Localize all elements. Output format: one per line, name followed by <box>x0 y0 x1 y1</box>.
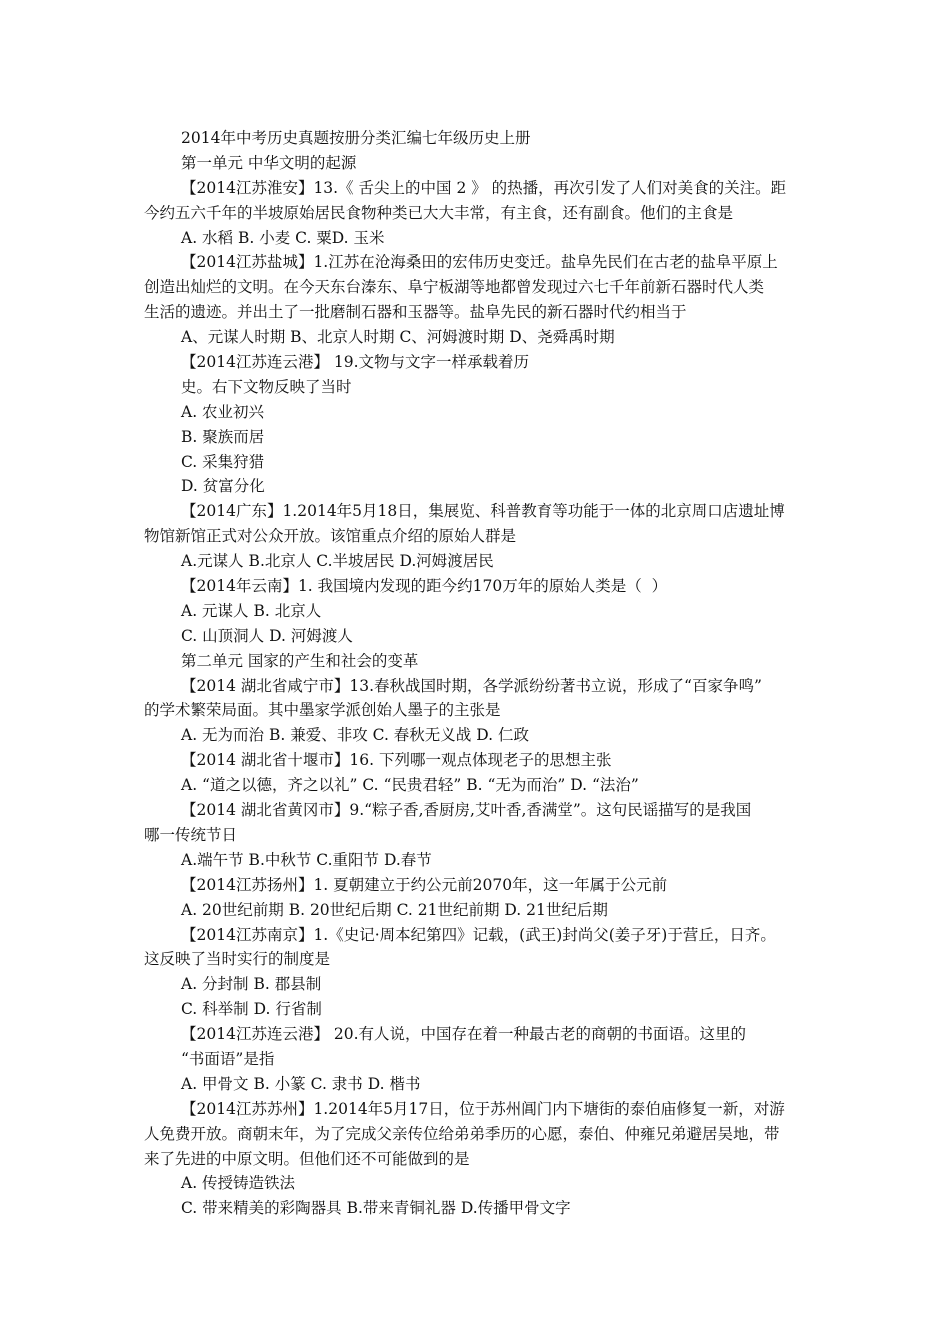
document-title: 2014年中考历史真题按册分类汇编七年级历史上册 <box>181 129 531 147</box>
answer-options: A. 甲骨文 B. 小篆 C. 隶书 D. 楷书 <box>181 1074 421 1093</box>
answer-options: A. “道之以德，齐之以礼” C. “民贵君轻” B. “无为而治” D. “法治” <box>181 776 639 795</box>
question-text: 【2014年云南】1. 我国境内发现的距今约170万年的原始人类是（ ） <box>181 577 668 596</box>
unit-heading: 第一单元 中华文明的起源 <box>181 153 357 172</box>
question-text: 生活的遗迹。并出土了一批磨制石器和玉器等。盐阜先民的新石器时代约相当于 <box>144 303 687 322</box>
question-text: 【2014江苏苏州】1.2014年5月17日，位于苏州阊门内下塘街的泰伯庙修复一新，对游 <box>181 1099 785 1118</box>
question-text: 史。右下文物反映了当时 <box>181 377 352 396</box>
question-text: 【2014江苏淮安】13.《 舌尖上的中国 2 》 的热播，再次引发了人们对美食的关注。距 <box>181 178 787 197</box>
answer-options: C. 山顶洞人 D. 河姆渡人 <box>181 626 353 645</box>
question-text: 哪一传统节日 <box>144 825 238 844</box>
answer-option: B. 聚族而居 <box>181 427 265 446</box>
unit-heading: 第二单元 国家的产生和社会的变革 <box>181 651 419 670</box>
question-text: 的学术繁荣局面。其中墨家学派创始人墨子的主张是 <box>144 701 501 720</box>
answer-options: A、元谋人时期 B、北京人时期 C、河姆渡时期 D、尧舜禹时期 <box>181 328 615 347</box>
question-text: 【2014江苏扬州】1. 夏朝建立于约公元前2070年，这一年属于公元前 <box>181 875 668 894</box>
answer-option: D. 贫富分化 <box>181 477 265 496</box>
answer-options: A. 无为而治 B. 兼爱、非攻 C. 春秋无义战 D. 仁政 <box>181 726 529 745</box>
question-text: 物馆新馆正式对公众开放。该馆重点介绍的原始人群是 <box>144 527 517 546</box>
answer-options: C. 带来精美的彩陶器具 B.带来青铜礼器 D.传播甲骨文字 <box>181 1199 571 1218</box>
question-text: 【2014江苏南京】1.《史记·周本纪第四》记载，(武王)封尚父(姜子牙)于营丘，日齐。 <box>181 925 776 944</box>
question-text: 【2014 湖北省十堰市】16. 下列哪一观点体现老子的思想主张 <box>181 751 612 770</box>
question-text: 人免费开放。商朝末年，为了完成父亲传位给弟弟季历的心愿，泰伯、仲雍兄弟避居吴地，带 <box>144 1124 780 1143</box>
question-text: “书面语”是指 <box>181 1049 275 1068</box>
question-text: 创造出灿烂的文明。在今天东台溱东、阜宁板湖等地都曾发现过六七千年前新石器时代人类 <box>144 278 765 297</box>
answer-options: A.端午节 B.中秋节 C.重阳节 D.春节 <box>181 850 432 869</box>
question-text: 【2014广东】1.2014年5月18日，集展览、科普教育等功能于一体的北京周口店遗址博 <box>181 502 785 521</box>
answer-options: A. 分封制 B. 郡县制 <box>181 975 322 994</box>
answer-option: A. 农业初兴 <box>181 402 265 421</box>
answer-option: A. 传授铸造铁法 <box>181 1174 296 1193</box>
question-text: 【2014 湖北省黄冈市】9.“粽子香,香厨房,艾叶香,香满堂”。这句民谣描写的是我国 <box>181 801 752 820</box>
document-page <box>144 126 810 1221</box>
answer-options: C. 科举制 D. 行省制 <box>181 1000 322 1019</box>
question-text: 【2014江苏连云港】 20.有人说，中国存在着一种最古老的商朝的书面语。这里的 <box>181 1025 747 1044</box>
answer-options: A. 元谋人 B. 北京人 <box>181 601 322 620</box>
answer-options: A. 20世纪前期 B. 20世纪后期 C. 21世纪前期 D. 21世纪后期 <box>181 900 608 919</box>
question-text: 来了先进的中原文明。但他们还不可能做到的是 <box>144 1149 470 1168</box>
question-text: 【2014江苏盐城】1.江苏在沧海桑田的宏伟历史变迁。盐阜先民们在古老的盐阜平原上 <box>181 253 778 272</box>
answer-option: C. 采集狩猎 <box>181 452 265 471</box>
question-text: 今约五六千年的半坡原始居民食物种类已大大丰常，有主食，还有副食。他们的主食是 <box>144 203 734 222</box>
question-text: 【2014 湖北省咸宁市】13.春秋战国时期，各学派纷纷著书立说，形成了“百家争鸣” <box>181 676 762 695</box>
answer-options: A. 水稻 B. 小麦 C. 粟D. 玉米 <box>181 228 385 247</box>
question-text: 这反映了当时实行的制度是 <box>144 950 331 969</box>
answer-options: A.元谋人 B.北京人 C.半坡居民 D.河姆渡居民 <box>181 552 494 571</box>
question-text: 【2014江苏连云港】 19.文物与文字一样承载着历 <box>181 353 530 372</box>
